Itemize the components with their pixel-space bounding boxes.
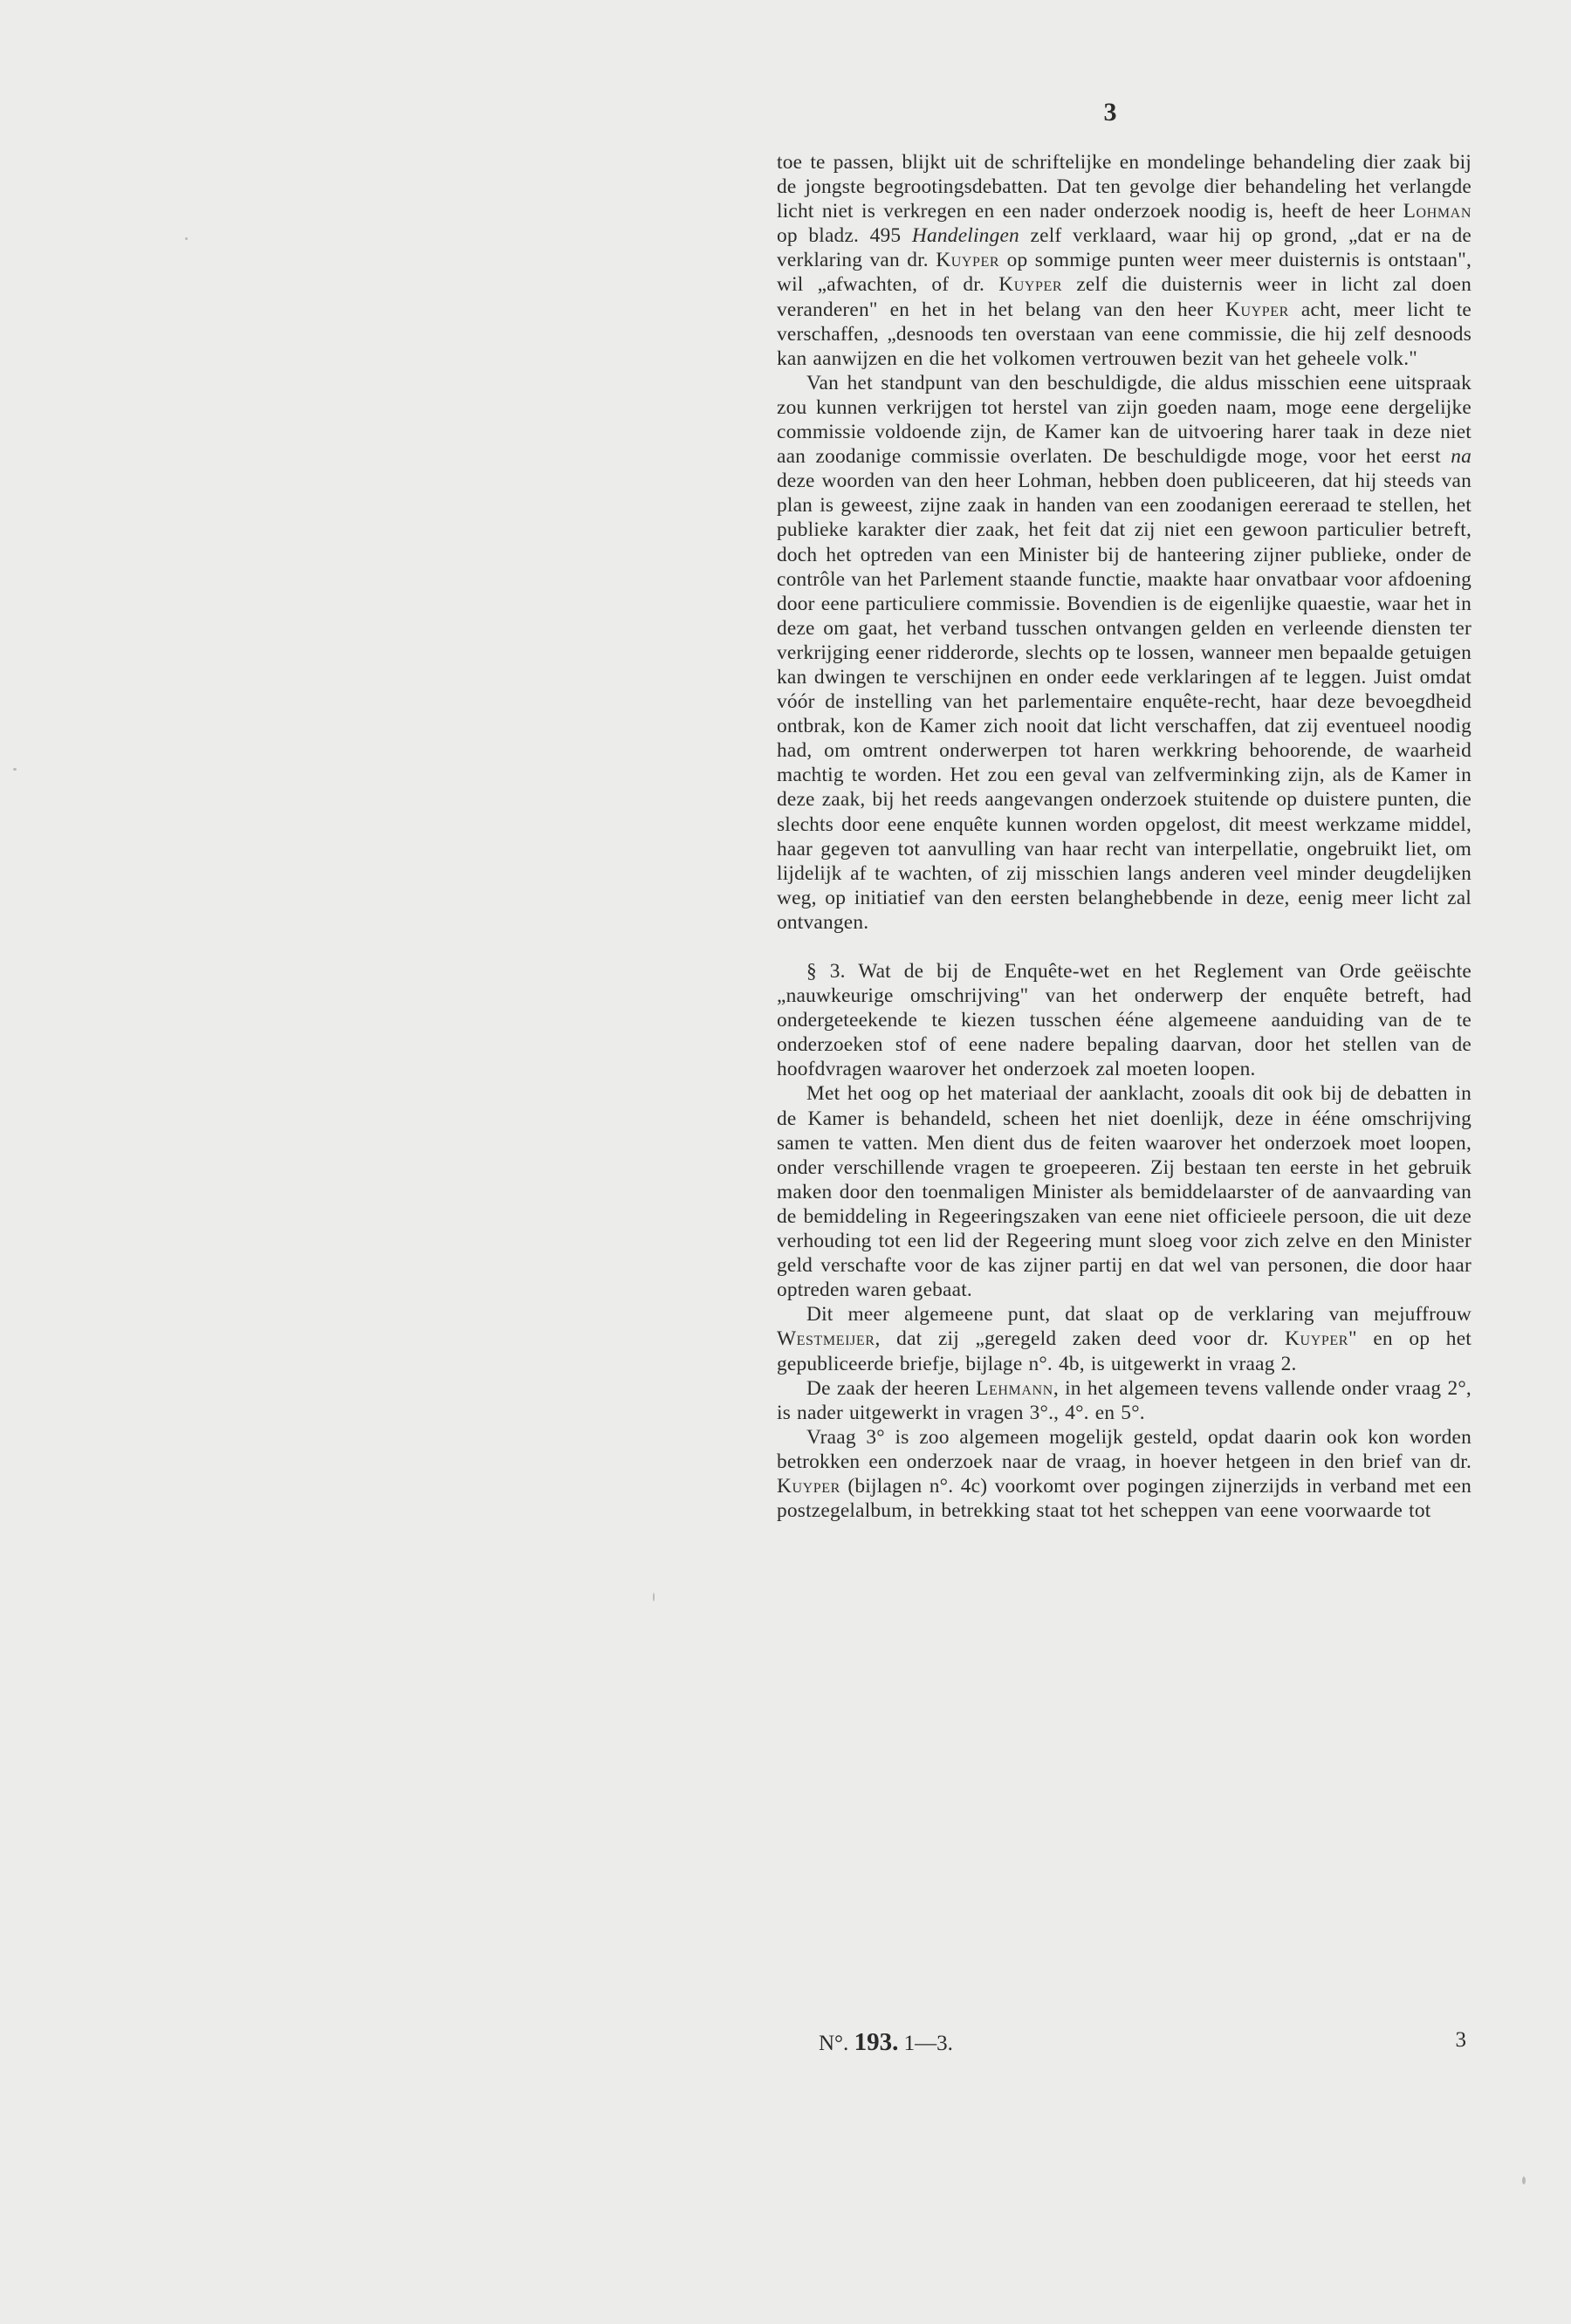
paragraph: Van het standpunt van den beschuldigde, die aldus misschien eene uitspraak zou kunnen verkrijgen tot herstel van zijn goeden naam, moge eene dergelijke commissie voldoende zijn, de Kamer kan de uitvoering harer taak in deze niet aan zoodanige commissie overlaten. De beschuldigde moge, voor het eerst na deze woorden van den heer Lohman, hebben doen publiceeren, dat hij steeds van plan is geweest, zijne zaak in handen van een zoodanigen eereraad te stellen, het publieke karakter dier zaak, het feit dat zij niet een gewoon particulier betreft, doch het optreden van een Minister bij de hanteering zijner publieke, onder de contrôle van het Parlement staande functie, maakte haar onvatbaar voor afdoening door eene particuliere commissie. Bovendien is de eigenlijke quaestie, waar het in deze om gaat, het verband tusschen ontvangen gelden en verleende diensten ter verkrijging eener ridderorde, slechts op te lossen, wanneer men bepaalde getuigen kan dwingen te verschijnen en onder eede verklaringen af te leggen. Juist omdat vóór de instelling van het parlementaire enquête-recht, haar deze bevoegdheid ontbrak, kon de Kamer zich nooit dat licht verschaffen, dat zij eventueel noodig had, om omtrent onderwerpen tot haren werkkring behoorende, de waarheid machtig te worden. Het zou een geval van zelfverminking zijn, als de Kamer in deze zaak, bij het reeds aangevangen onderzoek stuitende op duistere punten, die slechts door eene enquête kunnen worden opgelost, dit meest werkzame middel, haar gegeven tot aanvulling van haar recht van interpellatie, ongebruikt liet, om lijdelijk af te wachten, of zij misschien langs anderen veel minder deugdelijken weg, op initiatief van den eersten belanghebbende in deze, eenig meer licht zal ontvangen. — [777, 371, 1472, 934]
body-text — [777, 150, 1472, 1523]
scan-speck — [653, 1593, 655, 1601]
page-number: 3 — [1103, 98, 1117, 127]
page-footer — [819, 2028, 1472, 2058]
paragraph: Dit meer algemeene punt, dat slaat op de verklaring van mejuffrouw Westmeijer, dat zij „geregeld zaken deed voor dr. Kuyper" en op het gepubliceerde briefje, bijlage n°. 4b, is uitgewerkt in vraag 2. — [777, 1303, 1472, 1375]
paragraph: De zaak der heeren Lehmann, in het algemeen tevens vallende onder vraag 2°, is nader uitgewerkt in vragen 3°., 4°. en 5°. — [777, 1376, 1472, 1424]
paragraph: Vraag 3° is zoo algemeen mogelijk gesteld, opdat daarin ook kon worden betrokken een onderzoek naar de vraag, in hoever hetgeen in den brief van dr. Kuyper (bijlagen n°. 4c) voorkomt over pogingen zijnerzijds in verband met een postzegelalbum, in betrekking staat tot het scheppen van eene voorwaarde tot — [777, 1425, 1472, 1523]
paragraph: toe te passen, blijkt uit de schriftelijke en mondelinge behandeling dier zaak bij de jongste begrootingsdebatten. Dat ten gevolge dier behandeling het verlangde licht niet is verkregen en een nader onderzoek noodig is, heeft de heer Lohman op bladz. 495 Handelingen zelf verklaard, waar hij op grond, „dat er na de verklaring van dr. Kuyper op sommige punten weer meer duisternis is ontstaan", wil „afwachten, of dr. Kuyper zelf die duisternis weer in licht zal doen veranderen" en het in het belang van den heer Kuyper acht, meer licht te verschaffen, „desnoods ten overstaan van eene commissie, die hij zelf desnoods kan aanwijzen en die het volkomen vertrouwen bezit van het geheele volk." — [777, 151, 1472, 370]
paragraph: Met het oog op het materiaal der aanklacht, zooals dit ook bij de debatten in de Kamer is behandeld, scheen het niet doenlijk, deze in ééne omschrijving samen te vatten. Men dient dus de feiten waarover het onderzoek moet loopen, onder verschillende vragen te groepeeren. Zij bestaan ten eerste in het gebruik maken door den toenmaligen Minister als bemiddelaarster of de aanvaarding van de bemiddeling in Regeeringszaken van eene niet officieele persoon, die uit deze verhouding tot een lid der Regeering munt sloeg voor zich zelve en den Minister geld verschafte voor de kas zijner partij en dat wel van personen, die door haar optreden waren gebaat. — [777, 1082, 1472, 1302]
document-number: N°. 193. 1—3. — [819, 2028, 953, 2056]
scan-speck — [13, 768, 17, 771]
scan-speck — [1522, 2177, 1526, 2184]
scan-speck — [185, 237, 188, 240]
section-3-paragraph: § 3. Wat de bij de Enquête-wet en het Reglement van Orde geëischte „nauwkeurige omschrijving" van het onderwerp der enquête betreft, had ondergeteekende te kiezen tusschen ééne algemeene aanduiding van de te onderzoeken stof of eene nadere bepaling daarvan, door het stellen van de hoofdvragen waarover het onderzoek zal moeten loopen. — [777, 960, 1472, 1081]
sheet-number: 3 — [1455, 2028, 1466, 2052]
